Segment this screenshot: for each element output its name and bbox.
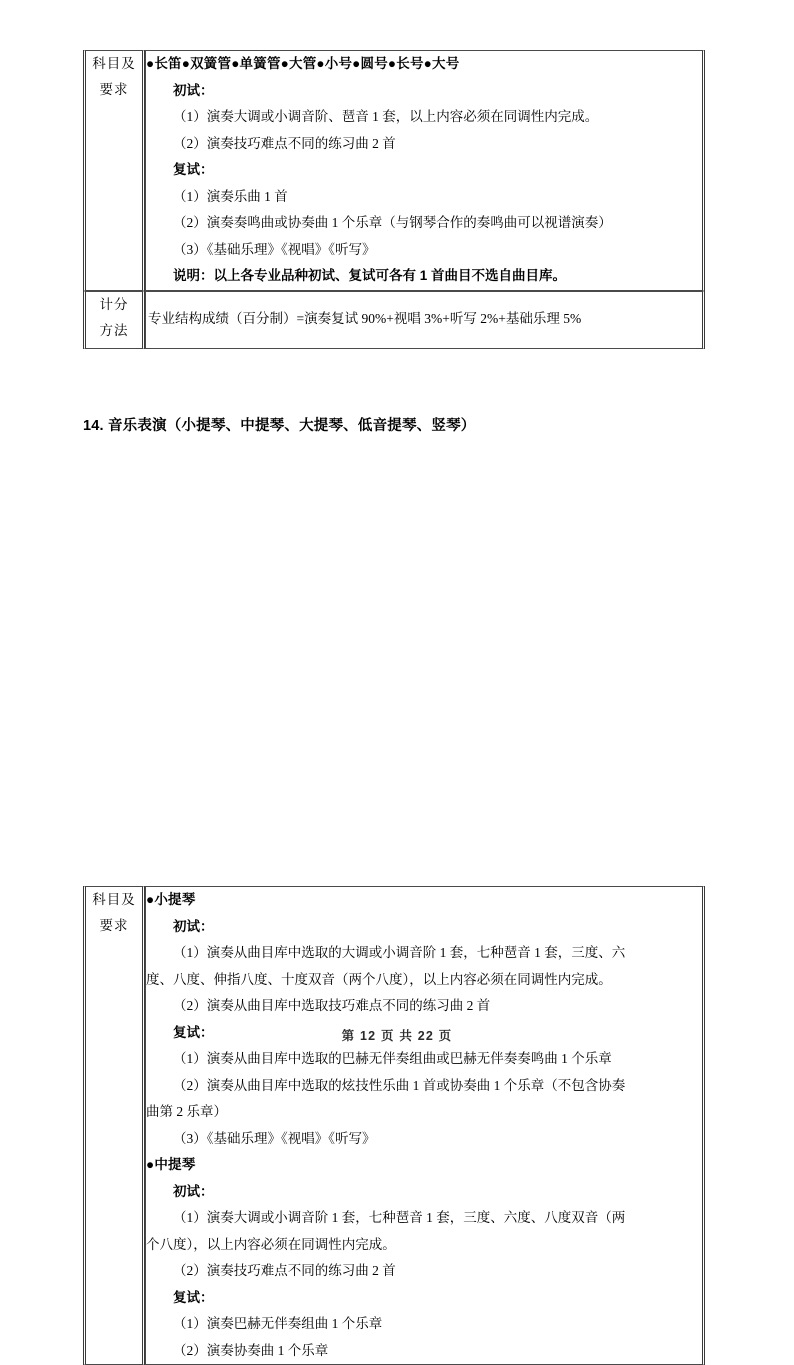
requirement-item: （3）《基础乐理》《视唱》《听写》 [173,241,376,257]
row-label-subject-requirements [83,886,145,1365]
instrument-heading-viola: ●中提琴 [146,1157,196,1172]
row-body-scoring-method [145,291,705,349]
requirement-item: （1）演奏巴赫无伴奏组曲 1 个乐章 [173,1316,383,1331]
row-label-line1: 科目及 [92,56,136,71]
table-row [83,50,705,291]
requirement-item-continued: 曲第 2 乐章） [146,1104,227,1119]
requirement-note: 说明：以上各专业品种初试、复试可各有 1 首曲目不选自曲目库。 [173,268,567,283]
requirement-item: （1）演奏从曲目库中选取的大调或小调音阶 1 套，七种琶音 1 套，三度、六 [173,945,626,960]
requirement-item: （2）演奏技巧难点不同的练习曲 2 首 [173,1263,396,1278]
subject-requirements-table-strings [83,886,705,1365]
stage-label-preliminary: 初试： [173,1183,214,1199]
stage-label-final: 复试： [173,162,214,177]
requirement-item: （2）演奏从曲目库中选取的炫技性乐曲 1 首或协奏曲 1 个乐章（不包含协奏 [173,1077,626,1093]
subject-requirements-table-brass [83,50,705,349]
requirement-item: （2）演奏技巧难点不同的练习曲 2 首 [173,135,396,151]
requirement-item: （1）演奏大调或小调音阶 1 套，七种琶音 1 套，三度、六度、八度双音（两 [173,1210,626,1225]
table-row [83,291,705,349]
requirement-item: （2）演奏从曲目库中选取技巧难点不同的练习曲 2 首 [173,998,491,1013]
row-body-subject-requirements [145,886,705,1365]
requirement-item-continued: 度、八度、伸指八度、十度双音（两个八度），以上内容必须在同调性内完成。 [146,971,612,987]
instrument-list: ●长笛●双簧管●单簧管●大管●小号●圆号●长号●大号 [146,56,460,71]
page-footer: 第 12 页 共 22 页 [341,1029,453,1043]
row-label-line2: 方法 [99,322,129,338]
row-label-line1: 科目及 [92,892,136,907]
requirement-item: （1）演奏乐曲 1 首 [173,188,288,204]
section-heading-music-performance-strings: 14. 音乐表演（小提琴、中提琴、大提琴、低音提琴、竖琴） [83,418,476,434]
requirement-item: （2）演奏奏鸣曲或协奏曲 1 个乐章（与钢琴合作的奏鸣曲可以视谱演奏） [173,215,612,230]
stage-label-preliminary: 初试： [173,918,214,934]
table-row [83,886,705,1365]
row-label-line2: 要求 [99,82,129,97]
stage-label-final: 复试： [173,1289,214,1305]
row-body-subject-requirements [145,50,705,291]
instrument-heading-violin: ●小提琴 [146,892,196,907]
row-label-scoring-method [83,291,145,349]
stage-label-preliminary: 初试： [173,82,214,98]
stage-label-final: 复试： [173,1024,214,1040]
requirement-item-continued: 个八度），以上内容必须在同调性内完成。 [146,1236,396,1252]
requirement-item: （3）《基础乐理》《视唱》《听写》 [173,1130,376,1146]
requirement-item: （1）演奏从曲目库中选取的巴赫无伴奏组曲或巴赫无伴奏奏鸣曲 1 个乐章 [173,1051,612,1066]
row-label-line2: 要求 [99,918,129,933]
row-label-subject-requirements [83,50,145,291]
requirement-item: （1）演奏大调或小调音阶、琶音 1 套，以上内容必须在同调性内完成。 [173,109,599,124]
requirement-item: （2）演奏协奏曲 1 个乐章 [173,1342,329,1358]
row-label-line1: 计分 [99,296,129,312]
scoring-formula: 专业结构成绩（百分制）=演奏复试 90%+视唱 3%+听写 2%+基础乐理 5% [148,310,582,326]
